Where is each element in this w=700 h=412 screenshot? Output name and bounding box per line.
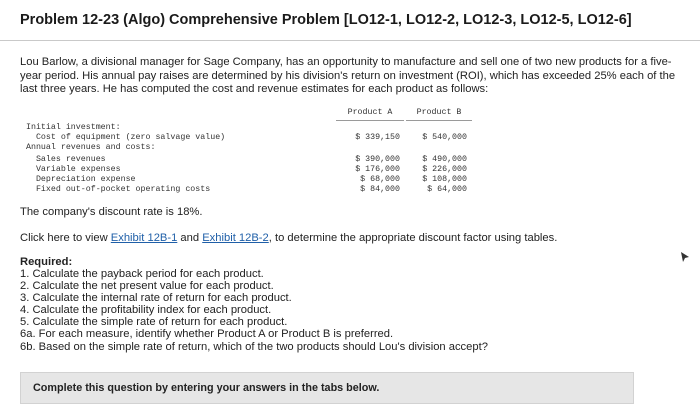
list-item: 4. Calculate the profitability index for each product. <box>20 304 272 317</box>
cell-product-b: $ 540,000 <box>422 133 467 142</box>
list-item: 2. Calculate the net present value for each product. <box>20 280 274 293</box>
cell-product-a: $ 176,000 <box>355 165 400 174</box>
row-label: Annual revenues and costs: <box>26 143 156 152</box>
problem-intro: Lou Barlow, a divisional manager for Sage Company, has an opportunity to manufacture and sell one of two new products for a five-year period. His annual pay raises are determined by his division's return on investment (ROI), which has exceeded 25% each of the last three years. He has computed the cost and revenue estimates for each product as follows: <box>20 56 676 96</box>
cell-product-a: $ 68,000 <box>360 175 400 184</box>
instruction-banner <box>20 372 634 404</box>
row-label: Variable expenses <box>26 165 121 174</box>
list-item: 1. Calculate the payback period for each product. <box>20 268 264 280</box>
exhibit-instructions <box>20 232 557 244</box>
exhibit-and: and <box>177 232 203 244</box>
column-header-product-b: Product B <box>406 108 472 121</box>
row-label: Cost of equipment (zero salvage value) <box>26 133 226 142</box>
discount-rate-text: The company's discount rate is 18%. <box>20 206 203 218</box>
cell-product-b: $ 490,000 <box>422 155 467 164</box>
list-item: 6b. Based on the simple rate of return, which of the two products should Lou's division accept? <box>20 340 488 353</box>
banner-text: Complete this question by entering your answers in the tabs below. <box>33 382 380 394</box>
row-label: Depreciation expense <box>26 175 136 184</box>
cell-product-b: $ 226,000 <box>422 165 467 174</box>
list-item: 6a. For each measure, identify whether Product A or Product B is preferred. <box>20 328 394 341</box>
cell-product-b: $ 64,000 <box>427 185 467 194</box>
column-header-product-a: Product A <box>336 108 404 121</box>
row-label: Fixed out-of-pocket operating costs <box>26 185 211 194</box>
cell-product-b: $ 108,000 <box>422 175 467 184</box>
required-heading: Required: <box>20 256 73 268</box>
exhibit-prefix: Click here to view <box>20 232 111 244</box>
cell-product-a: $ 84,000 <box>360 185 400 194</box>
problem-title: Problem 12-23 (Algo) Comprehensive Problem [LO12-1, LO12-2, LO12-3, LO12-5, LO12-6] <box>20 12 632 28</box>
row-label: Sales revenues <box>26 155 106 164</box>
cell-product-a: $ 390,000 <box>355 155 400 164</box>
list-item: 3. Calculate the internal rate of return for each product. <box>20 292 292 305</box>
list-item: 5. Calculate the simple rate of return for each product. <box>20 316 288 329</box>
title-divider <box>0 40 700 41</box>
mouse-cursor-icon <box>680 251 690 263</box>
exhibit-suffix: , to determine the appropriate discount factor using tables. <box>268 232 558 244</box>
required-list <box>20 268 488 353</box>
row-label: Initial investment: <box>26 123 121 132</box>
cell-product-a: $ 339,150 <box>355 133 400 142</box>
exhibit-12b-1-link[interactable]: Exhibit 12B-1 <box>110 232 178 244</box>
exhibit-12b-2-link[interactable]: Exhibit 12B-2 <box>202 232 269 244</box>
